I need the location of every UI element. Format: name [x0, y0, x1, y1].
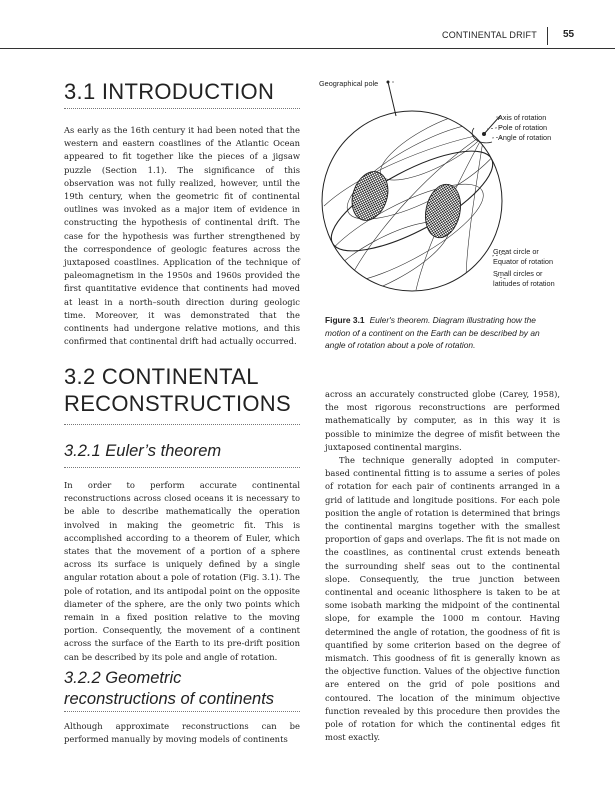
globe-outline — [322, 111, 502, 291]
heading-divider — [64, 467, 300, 468]
paragraph: across an accurately constructed globe (Carey, 1958), the most rigorous reconstructions are performed mathematically by computer, as in this way it is possible to minimize the degree of misfit between the juxtaposed continental margins. — [325, 389, 560, 452]
label-angle-of-rotation: Angle of rotation — [498, 133, 552, 142]
label-axis-of-rotation: Axis of rotation — [498, 113, 547, 122]
geographic-pole-point — [387, 81, 390, 84]
figure-caption — [325, 314, 560, 352]
label-pole-of-rotation: Pole of rotation — [498, 123, 548, 132]
figure-caption-label: Figure 3.1 — [325, 315, 365, 325]
section-heading-3-2 — [64, 363, 314, 417]
paragraph: In order to perform accurate continental reconstructions across closed oceans it is necessary to be able to describe mathematically the operation involved in making the geometric fit. This is accomplished according to a theorem of Euler, which states that the movement of a portion of a sphere across its surface is uniquely defined by a single angular rotation about a pole of rotation (Fig. 3.1). The pole of rotation, and its antipodal point on the opposite diameter of the sphere, are the only two points which remain in a fixed position relative to the moving portion. Consequently, the movement of a continent across the surface of the Earth to its pre-drift position can be described by its pole and angle of rotation. — [64, 480, 300, 662]
section-3-2-2-body — [64, 720, 300, 746]
heading-line: 3.2.2 Geometric — [64, 669, 182, 687]
header-separator — [547, 27, 548, 45]
heading-line: 3.2 CONTINENTAL — [64, 364, 259, 389]
subsection-heading-3-2-2 — [64, 668, 304, 710]
heading-line: reconstructions of continents — [64, 690, 275, 708]
euler-theorem-figure — [316, 76, 576, 304]
paragraph: The technique generally adopted in computer-based continental fitting is to assume a series of poles of rotation for each pair of continents arranged in a grid of latitude and longitude positions. For each pole position the angle of rotation is determined that brings the continental margins together with the smallest proportion of gaps and overlaps. The fit is not made on the coastlines, as continental crust extends beneath the surrounding shelf seas out to the continental slope. Consequently, the true junction between continental and oceanic lithosphere is taken to be at some isobath marking the midpoint of the continental slope, for example the 1000 m contour. Having determined the angle of rotation, the goodness of fit is quantified by some criterion based on the degree of mismatch. This goodness of fit is generally known as the objective function. Values of the objective function are entered on the grid of pole positions and contoured. The location of the minimum objective function revealed by this procedure then provides the pole of rotation for which the continental edges fit most exactly. — [325, 455, 560, 743]
right-column-body — [325, 388, 560, 744]
label-great-circle: Great circle or — [493, 247, 539, 256]
heading-divider — [64, 711, 300, 712]
subsection-heading-3-2-1: 3.2.1 Euler’s theorem — [64, 442, 222, 460]
figure-caption-text: Euler's theorem. Diagram illustrating how the motion of a continent on the Earth can be described by an angle of rotation about a pole of rotation. — [325, 315, 540, 350]
label-geographical-pole: Geographical pole — [319, 79, 379, 88]
header-rule — [0, 48, 615, 49]
section-heading-3-1: 3.1 INTRODUCTION — [64, 79, 275, 104]
heading-line: RECONSTRUCTIONS — [64, 391, 291, 416]
heading-divider — [64, 108, 300, 109]
section-3-2-1-body — [64, 479, 300, 664]
label-equator-of-rotation: Equator of rotation — [493, 257, 554, 266]
paragraph: As early as the 16th century it had been noted that the western and eastern coastlines of the Atlantic Ocean appeared to fit together like the pieces of a jigsaw puzzle (Section 1.1). The significance of this observation was not fully realized, however, until the 19th century, when the geometric fit of continental outlines was invoked as a major item of evidence in constructing the hypothesis of continental drift. The case for the hypothesis was further strengthened by the correspondence of geologic features across the juxtaposed coastlines. Application of the technique of paleomagnetism in the 1950s and 1960s provided the first quantitative evidence that continents had moved at least in a north–south direction during geologic time. Moreover, it was demonstrated that the continents had undergone relative motions, and this confirmed that continental drift had actually occurred. — [64, 125, 300, 347]
page-number: 55 — [563, 29, 575, 40]
pole-of-rotation-point — [482, 132, 486, 136]
label-latitudes-of-rotation: latitudes of rotation — [493, 279, 555, 288]
geographic-axis — [388, 82, 396, 116]
section-3-1-body — [64, 124, 300, 348]
heading-divider — [64, 424, 300, 425]
label-small-circles: Small circles or — [493, 269, 543, 278]
paragraph: Although approximate reconstructions can be performed manually by moving models of continents — [64, 721, 300, 745]
running-title: CONTINENTAL DRIFT — [442, 30, 537, 40]
